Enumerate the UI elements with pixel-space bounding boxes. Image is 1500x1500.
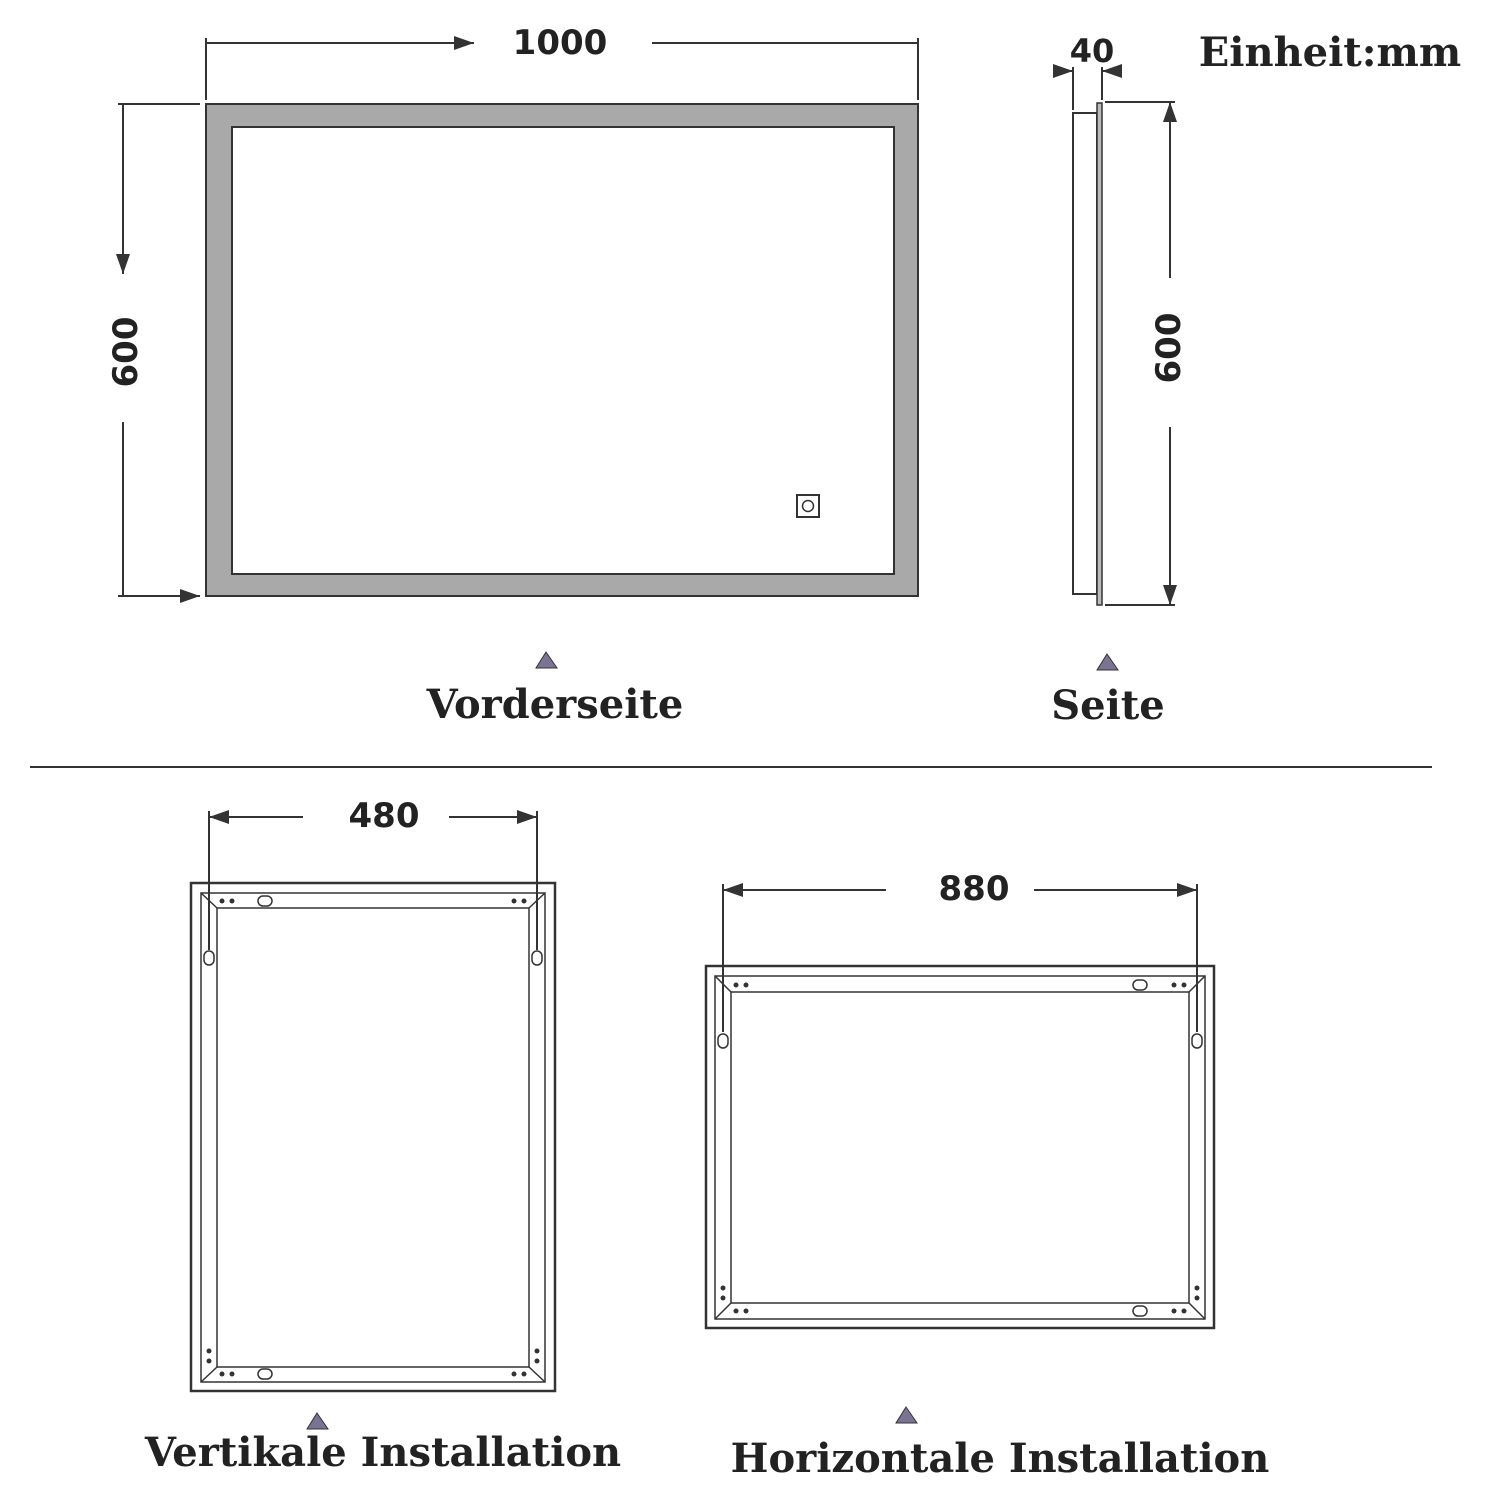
- front-view: [106, 23, 918, 596]
- side-body: [1073, 113, 1097, 594]
- side-view: [1053, 32, 1189, 605]
- horizontal-width-label: 880: [938, 869, 1010, 909]
- vertical-keyhole-hangers: [204, 896, 542, 1379]
- horizontal-width-dimension: [723, 869, 1197, 1032]
- front-width-dimension: [206, 23, 918, 100]
- side-glass: [1097, 103, 1102, 605]
- horizontal-keyhole-hangers: [718, 980, 1202, 1316]
- front-height-dimension: [106, 104, 200, 596]
- vertical-width-dimension: [209, 796, 537, 950]
- horizontal-screw-holes: [721, 983, 1200, 1314]
- unit-label: Einheit:mm: [1198, 29, 1462, 76]
- vertical-caption-marker: [307, 1413, 328, 1429]
- front-height-label: 600: [106, 316, 146, 388]
- horizontal-caption-marker: [896, 1407, 917, 1423]
- vertical-width-label: 480: [348, 796, 420, 836]
- front-mirror-frame: [206, 104, 918, 596]
- front-caption-marker: [536, 652, 557, 668]
- horizontal-installation-view: [706, 869, 1214, 1328]
- front-caption: Vorderseite: [426, 681, 684, 728]
- side-caption-marker: [1097, 654, 1118, 670]
- side-caption: Seite: [1051, 682, 1165, 729]
- front-width-label: 1000: [512, 23, 608, 63]
- vertical-installation-view: [191, 796, 555, 1391]
- horizontal-caption: Horizontale Installation: [730, 1435, 1270, 1482]
- vertical-caption: Vertikale Installation: [144, 1429, 622, 1476]
- touch-switch-icon: [797, 495, 819, 517]
- vertical-screw-holes: [207, 899, 540, 1377]
- side-depth-label: 40: [1069, 32, 1115, 70]
- side-depth-dimension: [1053, 32, 1122, 110]
- side-height-label: 600: [1149, 312, 1189, 384]
- side-height-dimension: [1105, 102, 1189, 605]
